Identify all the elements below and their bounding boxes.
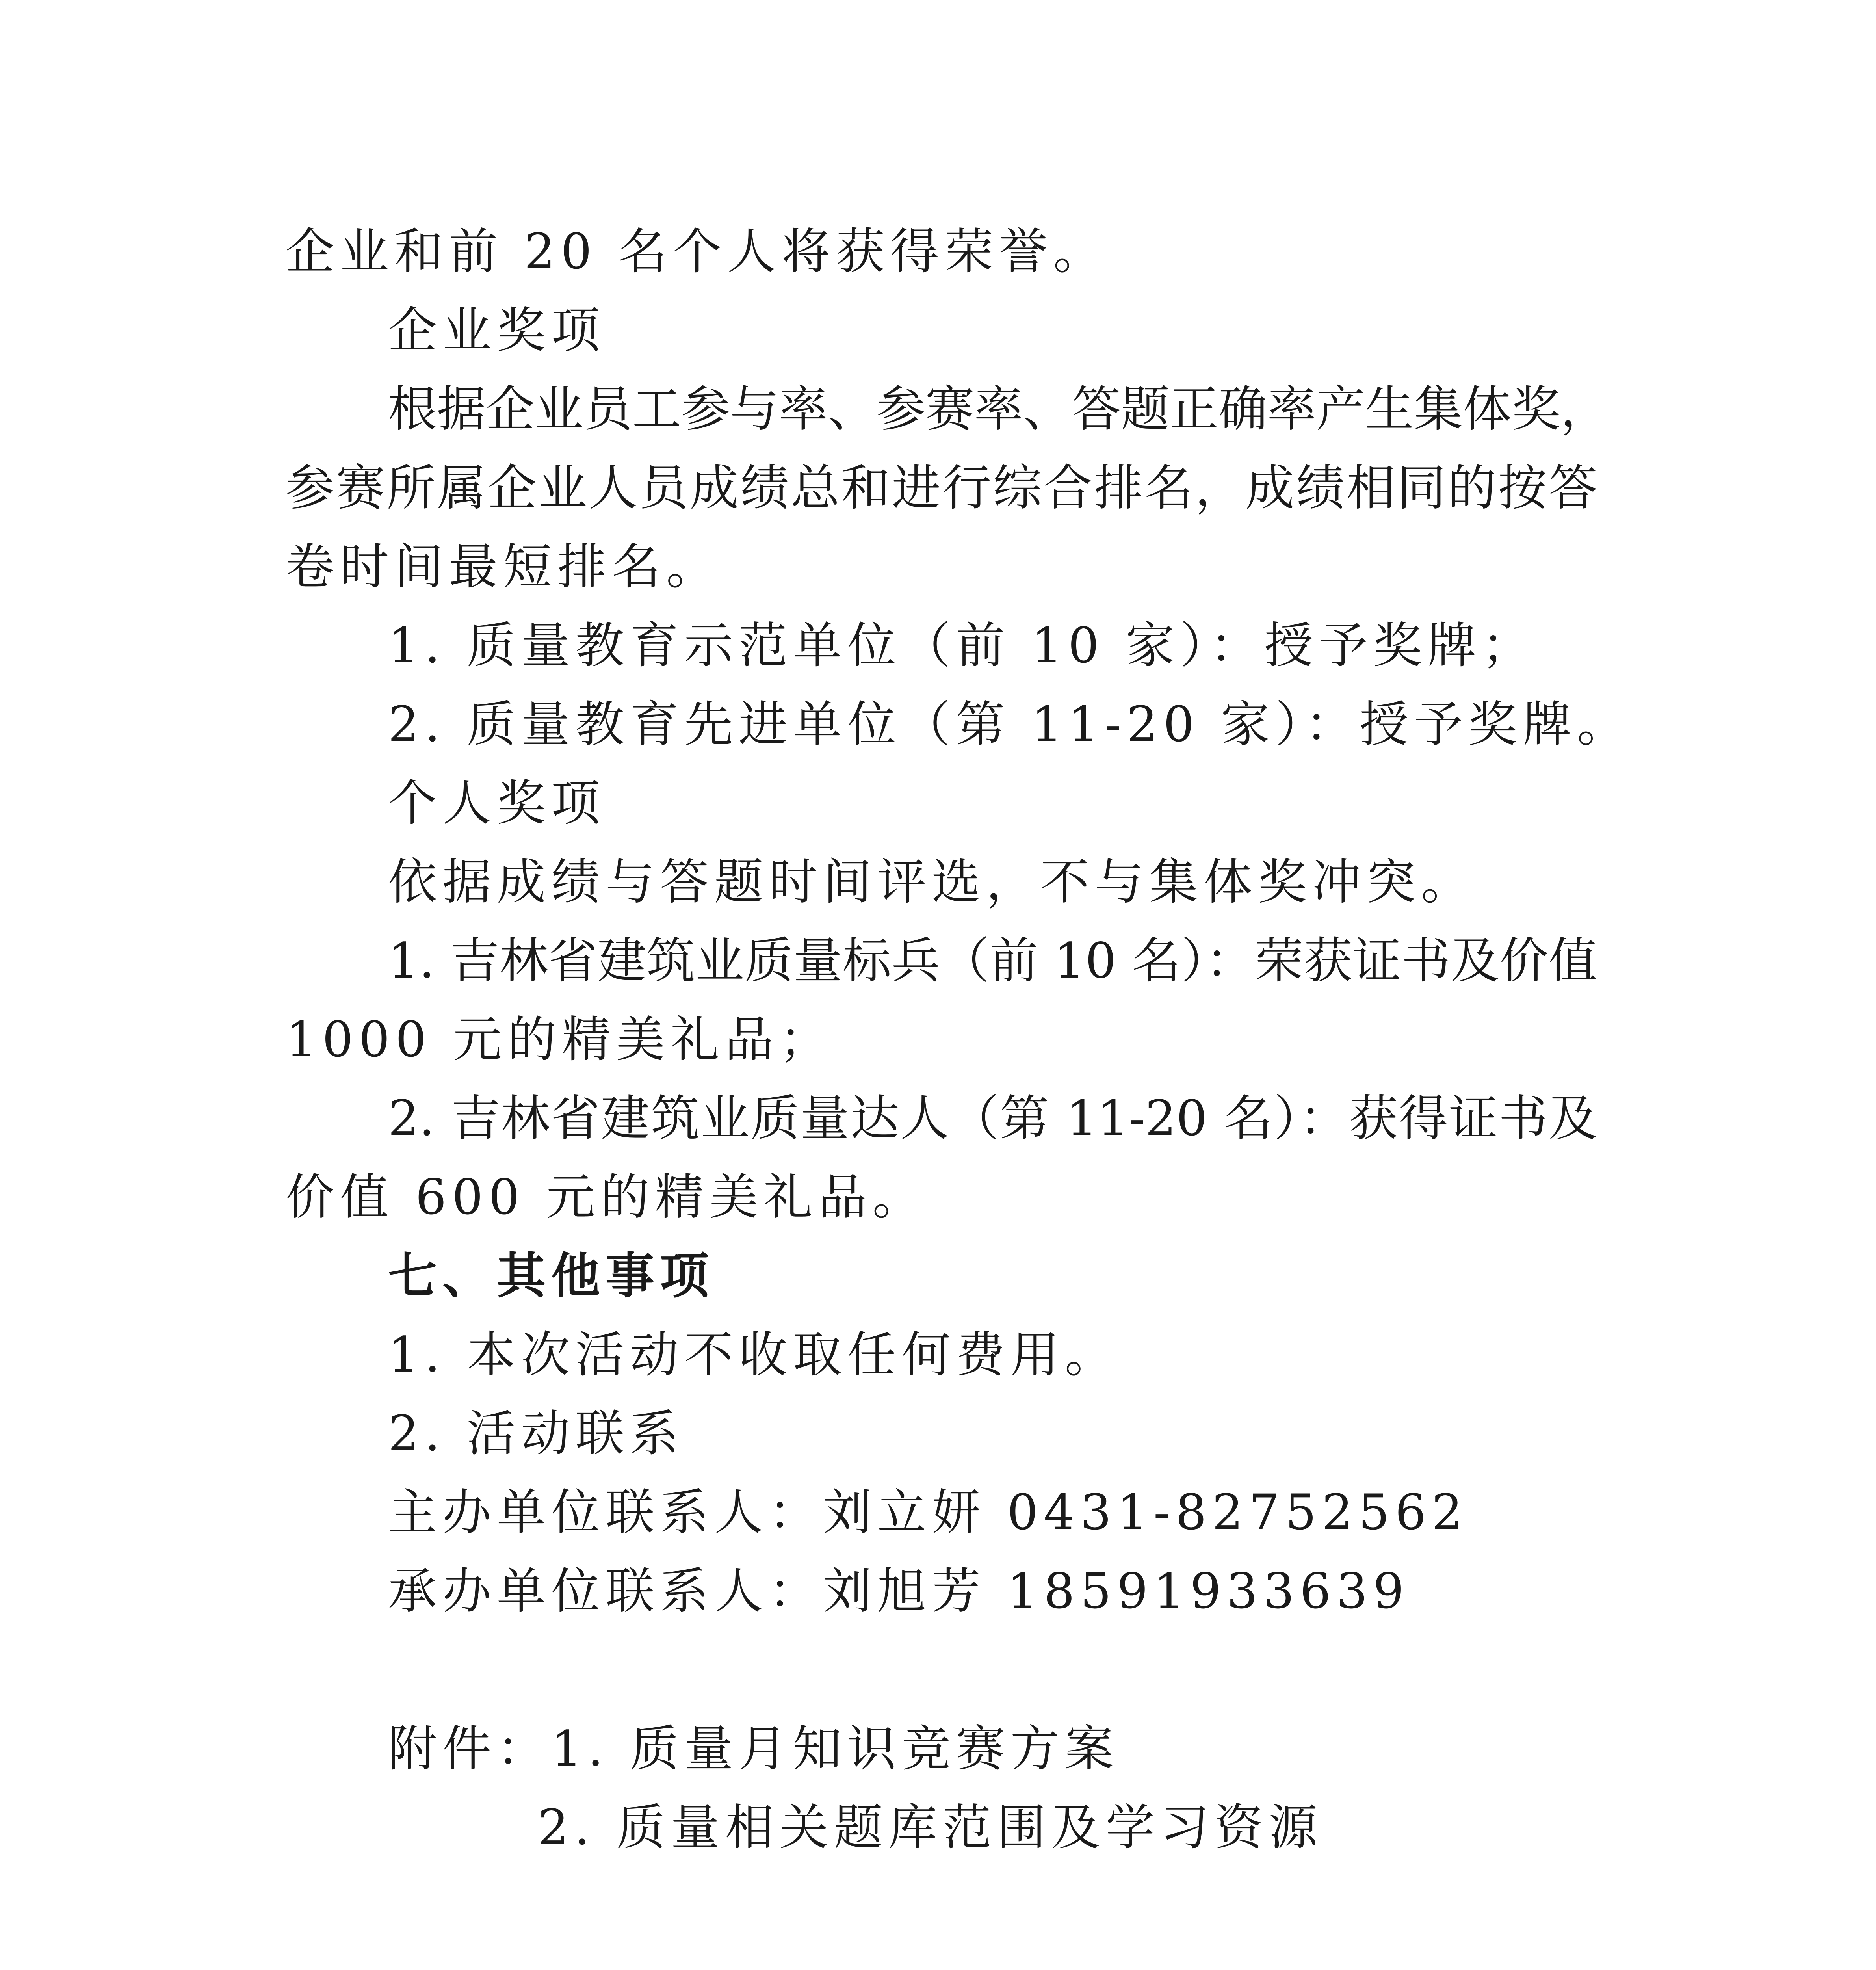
heading-individual-awards: 个人奖项 (388, 775, 606, 832)
heading-enterprise-awards: 企业奖项 (388, 302, 606, 359)
paragraph-enterprise-line-2: 参赛所属企业人员成绩总和进行综合排名，成绩相同的按答 (286, 460, 1597, 517)
individual-award-2-line-1: 2. 吉林省建筑业质量达人（第 11-20 名）：获得证书及 (388, 1090, 1597, 1147)
attachment-2: 2. 质量相关题库范围及学习资源 (538, 1799, 1323, 1856)
other-item-1: 1. 本次活动不收取任何费用。 (388, 1327, 1119, 1383)
attachment-1: 附件：1. 质量月知识竞赛方案 (388, 1721, 1119, 1777)
individual-award-1-line-1: 1. 吉林省建筑业质量标兵（前 10 名）：荣获证书及价值 (388, 933, 1597, 989)
contact-organizer: 主办单位联系人：刘立妍 0431-82752562 (388, 1484, 1469, 1541)
paragraph-enterprise-line-1: 根据企业员工参与率、参赛率、答题正确率产生集体奖， (388, 381, 1610, 438)
enterprise-award-2: 2. 质量教育先进单位（第 11-20 家）：授予奖牌。 (388, 696, 1632, 753)
paragraph-honor: 企业和前 20 名个人将获得荣誉。 (286, 223, 1108, 280)
contact-undertaker: 承办单位联系人：刘旭芳 18591933639 (388, 1563, 1410, 1620)
section-heading-other: 七、其他事项 (388, 1248, 715, 1305)
paragraph-individual: 依据成绩与答题时间评选，不与集体奖冲突。 (388, 854, 1476, 911)
paragraph-enterprise-line-3: 卷时间最短排名。 (286, 539, 721, 595)
other-item-2: 2. 活动联系 (388, 1405, 684, 1462)
individual-award-2-line-2: 价值 600 元的精美礼品。 (286, 1169, 927, 1226)
enterprise-award-1: 1. 质量教育示范单位（前 10 家）：授予奖牌； (388, 617, 1536, 674)
individual-award-1-line-2: 1000 元的精美礼品； (286, 1011, 834, 1068)
